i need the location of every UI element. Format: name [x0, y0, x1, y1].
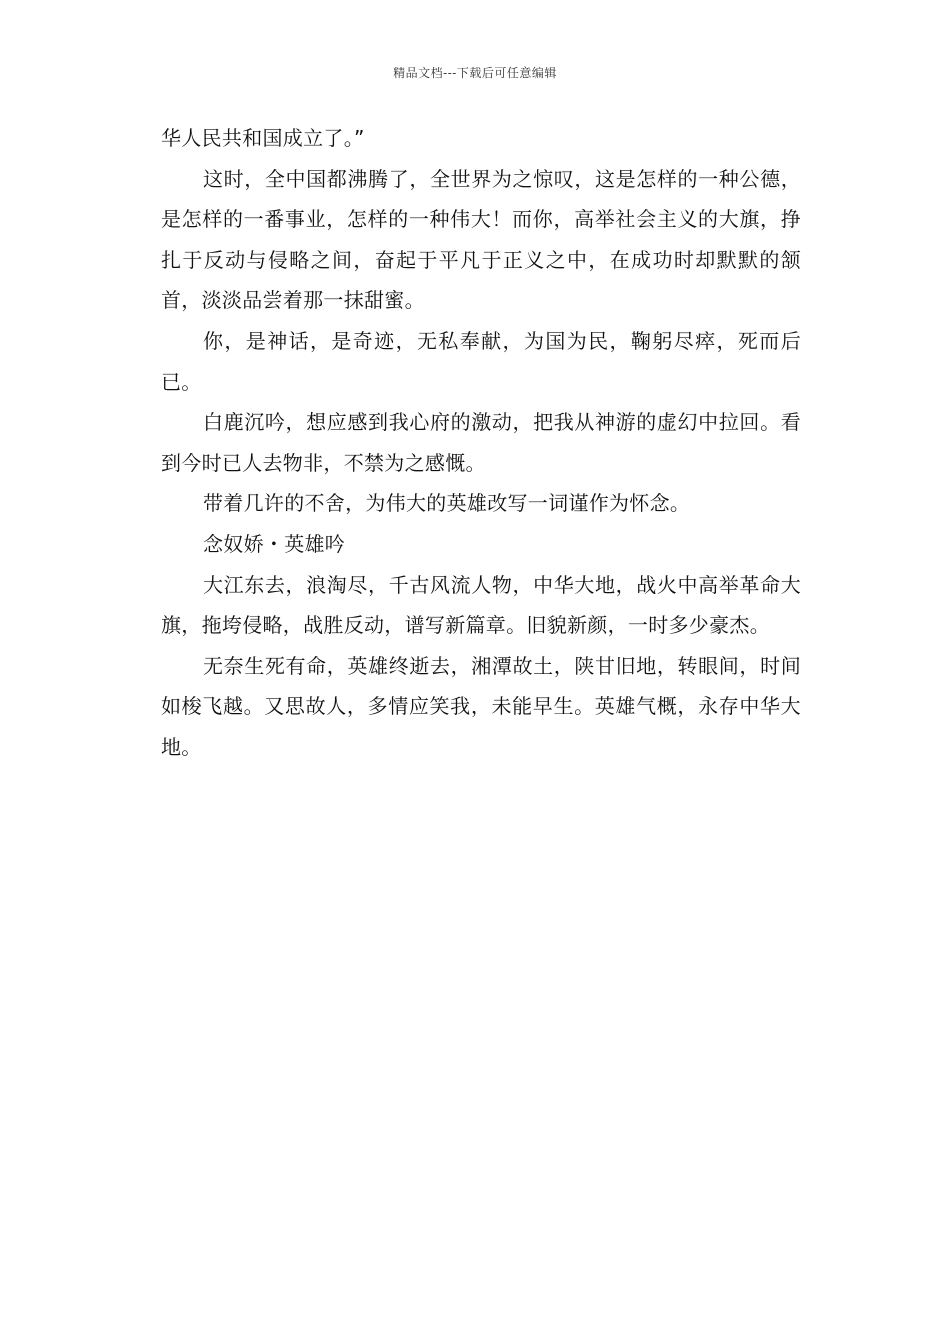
- paragraph-4: 白鹿沉吟，想应感到我心府的激动，把我从神游的虚幻中拉回。看到今时已人去物非，不禁为之感慨。: [161, 410, 801, 475]
- poem-title: 念奴娇・英雄吟: [203, 531, 346, 556]
- paragraph-1: 华人民共和国成立了。”: [161, 126, 365, 150]
- paragraph-5: 带着几许的不舍，为伟大的英雄改写一词谨作为怀念。: [203, 491, 691, 516]
- document-body: [161, 118, 801, 768]
- page-header: 精品文档---下载后可任意编辑: [393, 66, 557, 80]
- paragraph-2: 这时，全中国都沸腾了，全世界为之惊叹，这是怎样的一种公德，是怎样的一番事业，怎样的一种伟大！而你，高举社会主义的大旗，挣扎于反动与侵略之间，奋起于平凡于正义之中，在成功时却默默的颔首，淡淡品尝着那一抹甜蜜。: [161, 166, 801, 313]
- poem-stanza-1: 大江东去，浪淘尽，千古风流人物，中华大地，战火中高举革命大旗，拖垮侵略，战胜反动，谱写新篇章。旧貌新颜，一时多少豪杰。: [161, 572, 801, 638]
- paragraph-3: 你，是神话，是奇迹，无私奉献，为国为民，鞠躬尽瘁，死而后已。: [161, 328, 801, 394]
- poem-stanza-2: 无奈生死有命，英雄终逝去，湘潭故土，陕甘旧地，转眼间，时间如梭飞越。又思故人，多情应笑我，未能早生。英雄气概，永存中华大地。: [161, 653, 801, 759]
